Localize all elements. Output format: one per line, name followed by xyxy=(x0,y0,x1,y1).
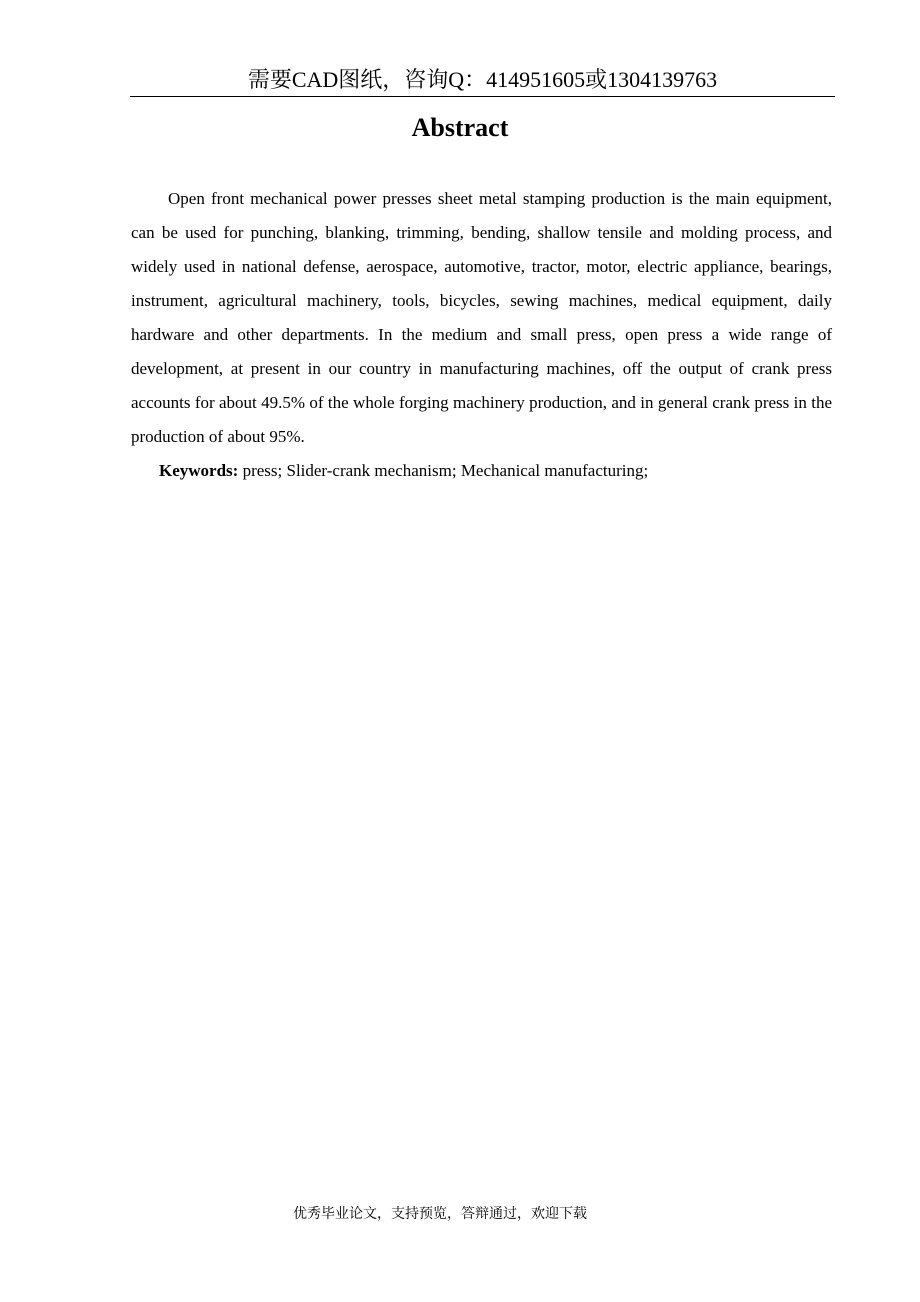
keywords-label: Keywords: xyxy=(159,461,239,480)
page-title: Abstract xyxy=(411,113,509,142)
page-footer-text: 优秀毕业论文，支持预览，答辩通过，欢迎下载 xyxy=(293,1207,587,1222)
keywords-value: press; Slider-crank mechanism; Mechanical manufacturing; xyxy=(238,461,649,480)
page-header-text: 需要CAD图纸，咨询Q：414951605或1304139763 xyxy=(247,67,718,92)
header-divider xyxy=(130,96,835,97)
title-container xyxy=(130,111,790,145)
keywords-line xyxy=(131,454,832,488)
abstract-paragraph: Open front mechanical power presses sheet metal stamping production is the main equipment, can be used for punching, blanking, trimming, bending, shallow tensile and molding process, and widely used in national defense, aerospace, automotive, tractor, motor, electric appliance, bearings, instrument, agricultural machinery, tools, bicycles, sewing machines, medical equipment, daily hardware and other departments. In the medium and small press, open press a wide range of development, at present in our country in manufacturing machines, off the output of crank press accounts for about 49.5% of the whole forging machinery production, and in general crank press in the production of about 95%. xyxy=(131,189,832,446)
